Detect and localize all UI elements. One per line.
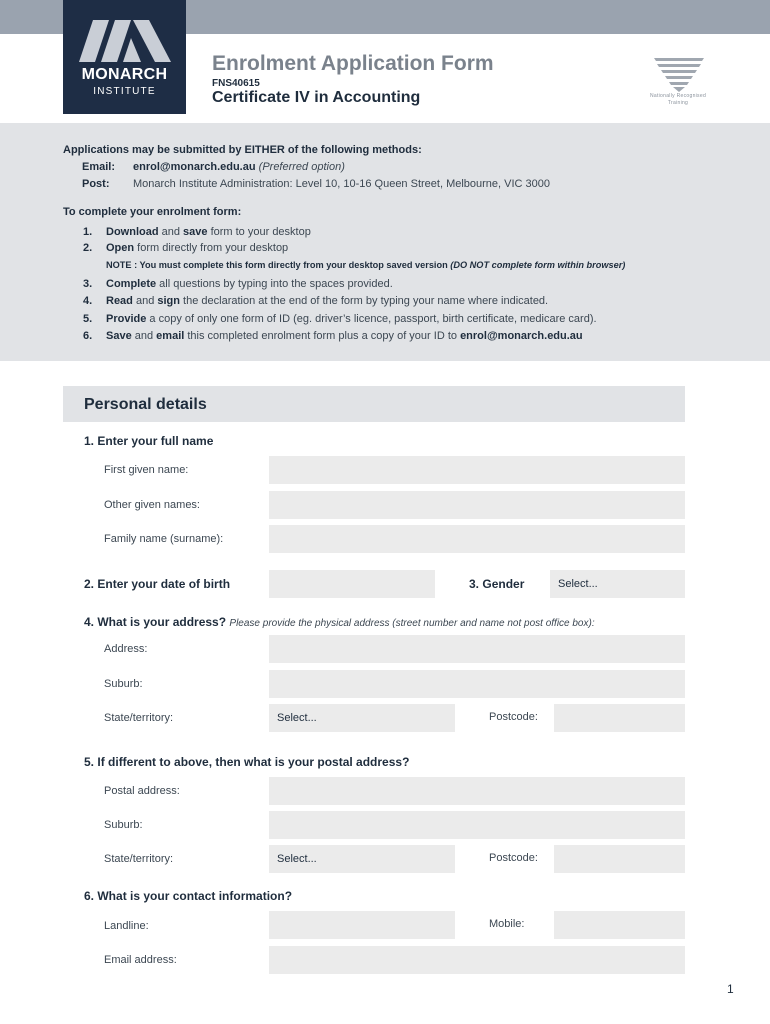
other-names-input[interactable] bbox=[269, 491, 685, 519]
other-names-label: Other given names: bbox=[104, 499, 200, 511]
step-number: 3. bbox=[83, 278, 93, 290]
step-number: 6. bbox=[83, 330, 93, 342]
course-name: Certificate IV in Accounting bbox=[212, 89, 421, 106]
postal-address-label: Postal address: bbox=[104, 785, 180, 797]
address-label: Address: bbox=[104, 643, 148, 655]
postal-postcode-label: Postcode: bbox=[489, 852, 538, 864]
date-of-birth-input[interactable] bbox=[269, 570, 435, 598]
postal-state-label: State/territory: bbox=[104, 853, 174, 865]
question-6: 6. What is your contact information? bbox=[84, 889, 293, 903]
post-label: Post: bbox=[82, 178, 110, 190]
browser-note: NOTE : You must complete this form directly from your desktop saved version (DO NOT complete form within browser) bbox=[106, 260, 626, 270]
postcode-input[interactable] bbox=[554, 704, 685, 732]
gender-select[interactable]: Select... bbox=[550, 570, 685, 598]
monarch-mark-icon bbox=[79, 20, 171, 62]
family-name-label: Family name (surname): bbox=[104, 533, 224, 545]
nrt-text: Nationally Recognised bbox=[649, 93, 707, 99]
email-address-input[interactable] bbox=[269, 946, 685, 974]
page-number: 1 bbox=[727, 982, 734, 996]
first-name-input[interactable] bbox=[269, 456, 685, 484]
logo-subtitle: INSTITUTE bbox=[93, 86, 156, 97]
postal-address-input[interactable] bbox=[269, 777, 685, 805]
post-address: Monarch Institute Administration: Level 10, 10-16 Queen Street, Melbourne, VIC 3000 bbox=[133, 178, 551, 190]
postal-postcode-input[interactable] bbox=[554, 845, 685, 873]
postcode-label: Postcode: bbox=[489, 711, 538, 723]
section-title: Personal details bbox=[84, 396, 207, 413]
postal-suburb-input[interactable] bbox=[269, 811, 685, 839]
state-label: State/territory: bbox=[104, 712, 174, 724]
postal-suburb-label: Suburb: bbox=[104, 819, 143, 831]
question-1: 1. Enter your full name bbox=[84, 434, 214, 448]
email-label: Email: bbox=[82, 161, 116, 173]
postal-state-select[interactable]: Select... bbox=[269, 845, 455, 873]
step-number: 5. bbox=[83, 313, 93, 325]
landline-label: Landline: bbox=[104, 920, 149, 932]
step-number: 1. bbox=[83, 226, 93, 238]
course-code: FNS40615 bbox=[212, 78, 260, 89]
question-5: 5. If different to above, then what is your postal address? bbox=[84, 755, 410, 769]
address-input[interactable] bbox=[269, 635, 685, 663]
step-1: Download and save form to your desktop bbox=[106, 226, 311, 238]
mobile-input[interactable] bbox=[554, 911, 685, 939]
email-address-link[interactable]: enrol@monarch.edu.au bbox=[133, 161, 256, 173]
methods-heading: Applications may be submitted by EITHER of the following methods: bbox=[63, 144, 422, 156]
step-number: 2. bbox=[83, 242, 93, 254]
form-title: Enrolment Application Form bbox=[212, 52, 494, 75]
landline-input[interactable] bbox=[269, 911, 455, 939]
email-note: (Preferred option) bbox=[258, 161, 345, 173]
first-name-label: First given name: bbox=[104, 464, 189, 476]
complete-heading: To complete your enrolment form: bbox=[63, 206, 242, 218]
monarch-logo bbox=[63, 0, 186, 114]
state-select[interactable]: Select... bbox=[269, 704, 455, 732]
email-address-label: Email address: bbox=[104, 954, 177, 966]
question-3: 3. Gender bbox=[469, 577, 525, 591]
step-5: Provide a copy of only one form of ID (eg. driver’s licence, passport, birth certificate, medicare card). bbox=[106, 313, 597, 325]
question-4: 4. What is your address? Please provide the physical address (street number and name not post office box): bbox=[84, 615, 595, 629]
step-3: Complete all questions by typing into the spaces provided. bbox=[106, 278, 393, 290]
step-number: 4. bbox=[83, 295, 93, 307]
step-6: Save and email this completed enrolment form plus a copy of your ID to enrol@monarch.edu.au bbox=[106, 330, 583, 342]
suburb-input[interactable] bbox=[269, 670, 685, 698]
nrt-text: Training bbox=[667, 100, 689, 106]
suburb-label: Suburb: bbox=[104, 678, 143, 690]
question-2: 2. Enter your date of birth bbox=[84, 577, 231, 591]
step-4: Read and sign the declaration at the end of the form by typing your name where indicated. bbox=[106, 295, 549, 307]
logo-name: MONARCH bbox=[81, 66, 168, 83]
family-name-input[interactable] bbox=[269, 525, 685, 553]
email-method bbox=[133, 161, 345, 173]
step-2: Open form directly from your desktop bbox=[106, 242, 289, 254]
mobile-label: Mobile: bbox=[489, 918, 525, 930]
